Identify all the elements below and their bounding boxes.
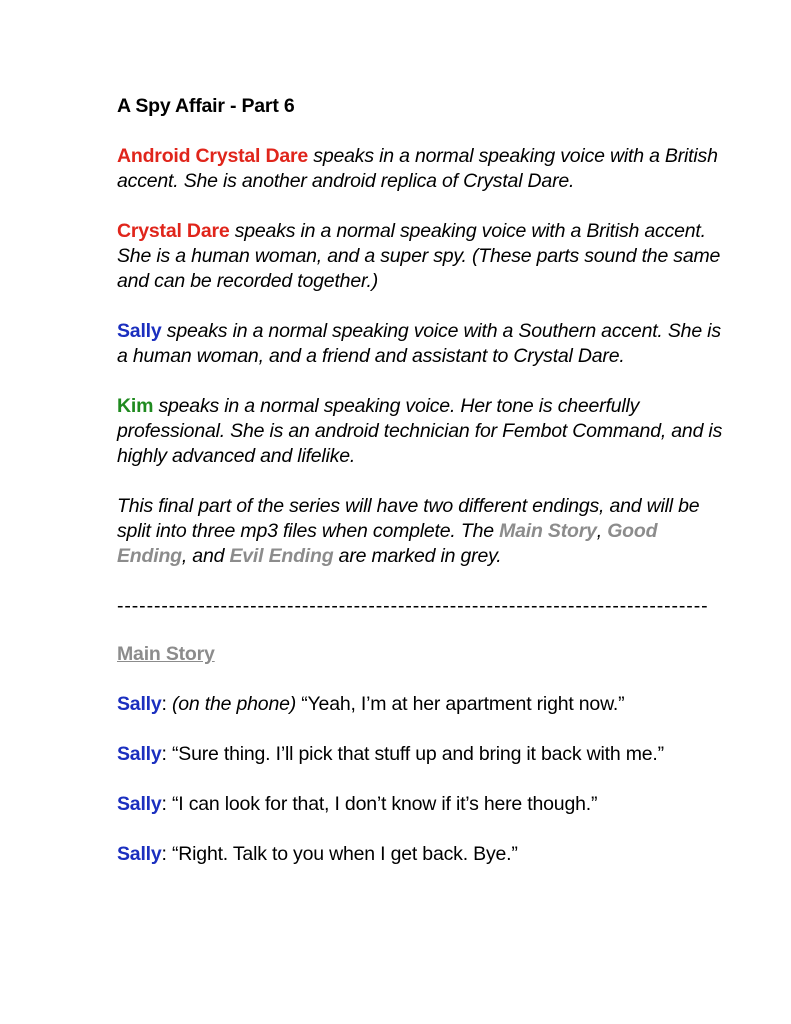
speaker-name: Sally [117, 793, 162, 815]
speaker-colon: : [161, 793, 167, 815]
speaker-name: Sally [117, 743, 162, 765]
dialogue-line [117, 692, 731, 717]
character-description: speaks in a normal speaking voice with a British accent. She is another android replica of Crystal Dare. [117, 145, 718, 192]
character-entry-kim [117, 394, 731, 469]
note-main-story: Main Story [499, 520, 597, 542]
note-separator: , and [181, 545, 225, 567]
production-note [117, 494, 731, 569]
note-good-ending: Good Ending [117, 520, 658, 567]
note-intro: This final part of the series will have two different endings, and will be split into three mp3 files when complete. The [117, 495, 700, 542]
speaker-colon: : [161, 693, 167, 715]
character-description: speaks in a normal speaking voice. Her tone is cheerfully professional. She is an android technician for Fembot Command, and is highly advanced and lifelike. [117, 395, 723, 467]
character-name: Android Crystal Dare [117, 145, 309, 167]
section-heading-main-story: Main Story [117, 643, 215, 665]
character-entry-sally [117, 319, 731, 369]
dashed-divider: -------------------------------------------------------------------------------- [117, 595, 709, 617]
dialogue-text: “I can look for that, I don’t know if it’s here though.” [171, 793, 598, 815]
character-description: speaks in a normal speaking voice with a Southern accent. She is a human woman, and a friend and assistant to Crystal Dare. [117, 320, 721, 367]
speaker-name: Sally [117, 693, 162, 715]
dialogue-line [117, 792, 731, 817]
note-evil-ending: Evil Ending [229, 545, 334, 567]
character-name: Sally [117, 320, 162, 342]
character-entry-android-crystal-dare [117, 144, 731, 194]
speaker-name: Sally [117, 843, 162, 865]
dialogue-line [117, 742, 731, 767]
character-name: Crystal Dare [117, 220, 230, 242]
note-separator: , [596, 520, 602, 542]
document-title: A Spy Affair - Part 6 [117, 95, 295, 117]
dialogue-text: “Right. Talk to you when I get back. Bye.” [171, 843, 518, 865]
dialogue-line [117, 842, 731, 867]
stage-direction: (on the phone) [171, 693, 297, 715]
character-description: speaks in a normal speaking voice with a British accent. She is a human woman, and a super spy. (These parts sound the same and can be recorded together.) [117, 220, 721, 292]
character-entry-crystal-dare [117, 219, 731, 294]
dialogue-text: “Yeah, I’m at her apartment right now.” [301, 693, 625, 715]
character-name: Kim [117, 395, 154, 417]
note-outro: are marked in grey. [338, 545, 502, 567]
dialogue-text: “Sure thing. I’ll pick that stuff up and bring it back with me.” [171, 743, 664, 765]
speaker-colon: : [161, 843, 167, 865]
speaker-colon: : [161, 743, 167, 765]
